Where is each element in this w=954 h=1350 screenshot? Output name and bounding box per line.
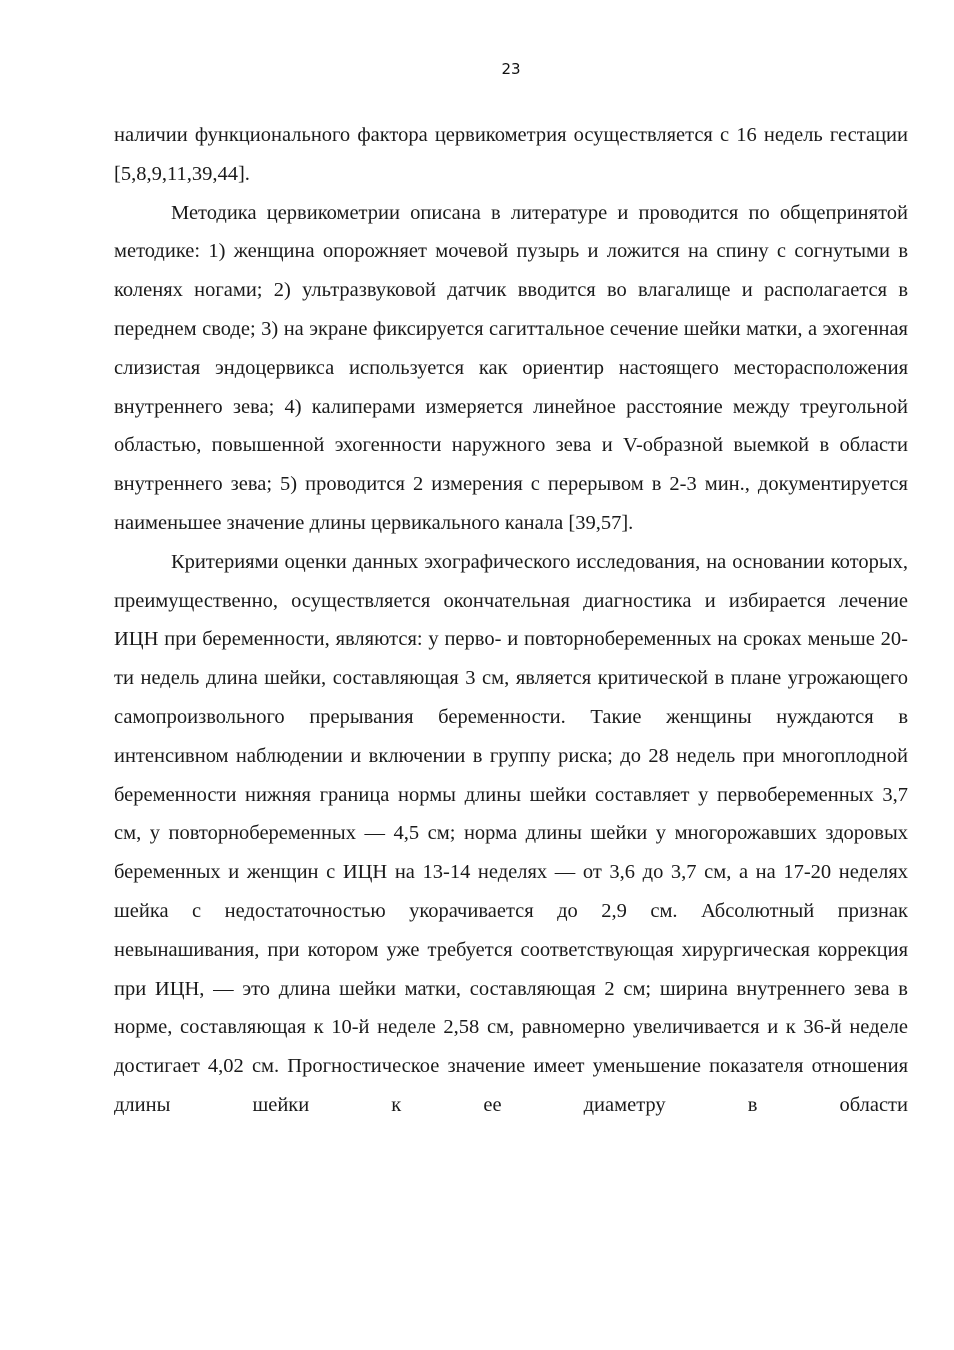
- page-number: 23: [501, 60, 521, 78]
- paragraph-cervicometry-method: Методика цервикометрии описана в литературе и проводится по общепринятой методике: 1) женщина опорожняет мочевой пузырь и ложится на спину с согнутыми в коленях ногами; 2) ультразвуковой датчик вводится во влагалище и располагается в переднем своде; 3) на экране фиксируется сагиттальное сечение шейки матки, а эхогенная слизистая эндоцервикса используется как ориентир настоящего месторасположения внутреннего зева; 4) калиперами измеряется линейное расстояние между треугольной областью, повышенной эхогенности наружного зева и V-образной выемкой в области внутреннего зева; 5) проводится 2 измерения с перерывом в 2-3 мин., документируется наименьшее значение длины цервикального канала [39,57].: [114, 201, 908, 534]
- paragraph-continuation: наличии функционального фактора цервикометрия осуществляется с 16 недель гестации [5,8,9,11,39,44].: [114, 124, 908, 185]
- paragraph-evaluation-criteria: Критериями оценки данных эхографического исследования, на основании которых, преимущественно, осуществляется окончательная диагностика и избирается лечение ИЦН при беременности, являются: у перво- и повторнобеременных на сроках меньше 20-ти недель длина шейки, составляющая 3 см, является критической в плане угрожающего самопроизвольного прерывания беременности. Такие женщины нуждаются в интенсивном наблюдении и включении в группу риска; до 28 недель при многоплодной беременности нижняя граница нормы длины шейки составляет у первобеременных 3,7 см, у повторнобеременных — 4,5 см; норма длины шейки у многорожавших здоровых беременных и женщин с ИЦН на 13-14 неделях — от 3,6 до 3,7 см, а на 17-20 неделях шейка с недостаточностью укорачивается до 2,9 см. Абсолютный признак невынашивания, при котором уже требуется соответствующая хирургическая коррекция при ИЦН, — это длина шейки матки, составляющая 2 см; ширина внутреннего зева в норме, составляющая к 10-й неделе 2,58 см, равномерно увеличивается и к 36-й неделе достигает 4,02 см. Прогностическое значение имеет уменьшение показателя отношения длины шейки к ее диаметру в области: [114, 550, 908, 1116]
- page-body: [114, 116, 908, 1125]
